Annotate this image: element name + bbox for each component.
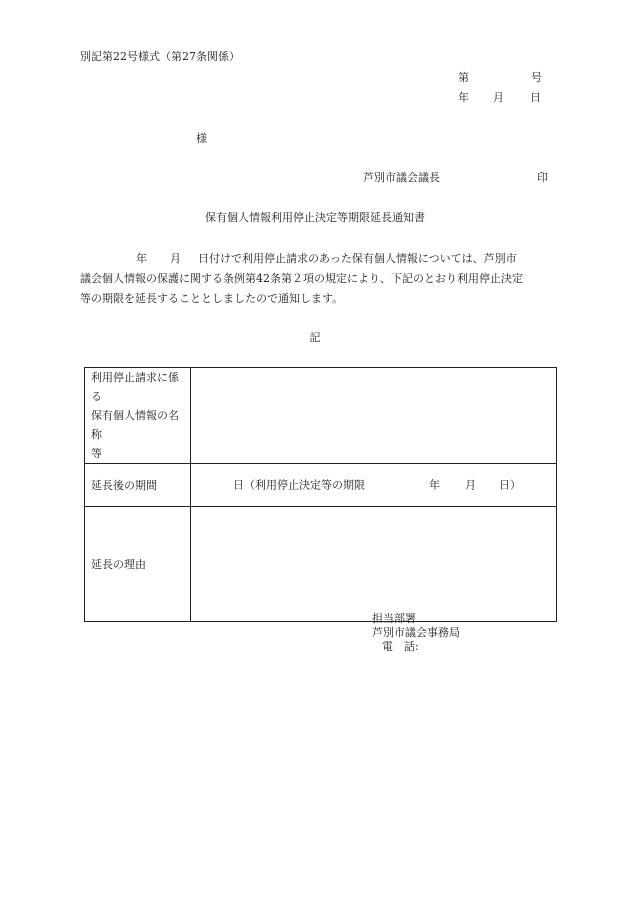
number-suffix: 号 (531, 71, 542, 84)
body-month: 月 (170, 252, 181, 265)
date-month: 月 (493, 91, 504, 104)
period-day: 日） (499, 478, 521, 492)
period-year: 年 (429, 478, 440, 492)
table-row (85, 507, 557, 622)
phone-label: 電 話: (382, 640, 419, 653)
body-year: 年 (136, 252, 147, 265)
number-prefix: 第 (458, 71, 469, 84)
table-row (85, 464, 557, 507)
date-year: 年 (458, 91, 469, 104)
extended-period-value (191, 464, 557, 507)
body-line-3: 等の期限を延長することとしましたので通知します。 (80, 292, 344, 305)
period-days: 日（利用停止決定等の期限 (233, 478, 365, 492)
extension-reason-value (191, 507, 557, 622)
period-month: 月 (465, 478, 476, 492)
form-reference: 別記第22号様式（第27条関係） (80, 50, 240, 63)
contact-block (372, 612, 460, 654)
addressee-honorific: 様 (196, 132, 207, 145)
body-line-2: 議会個人情報の保護に関する条例第42条第２項の規定により、下記のとおり利用停止決定 (80, 272, 523, 285)
document-title: 保有個人情報利用停止決定等期限延長通知書 (205, 211, 425, 224)
ki-heading: 記 (309, 331, 321, 344)
date-day: 日 (530, 91, 541, 104)
table-row (85, 368, 557, 464)
department-name: 芦別市議会事務局 (372, 626, 460, 639)
extended-period-label: 延長後の期間 (85, 464, 191, 507)
body-line-1-text: 日付けで利用停止請求のあった保有個人情報については、芦別市 (198, 252, 517, 265)
sender-name: 芦別市議会議長 (363, 171, 440, 184)
info-name-label: 利用停止請求に係る 保有個人情報の名称 等 (85, 368, 191, 464)
details-table (84, 367, 557, 622)
department-label: 担当部署 (372, 612, 416, 625)
body-line-1 (80, 249, 555, 269)
info-name-value (191, 368, 557, 464)
body-paragraph (80, 249, 555, 309)
seal-mark: 印 (537, 171, 548, 184)
extension-reason-label: 延長の理由 (85, 507, 191, 622)
